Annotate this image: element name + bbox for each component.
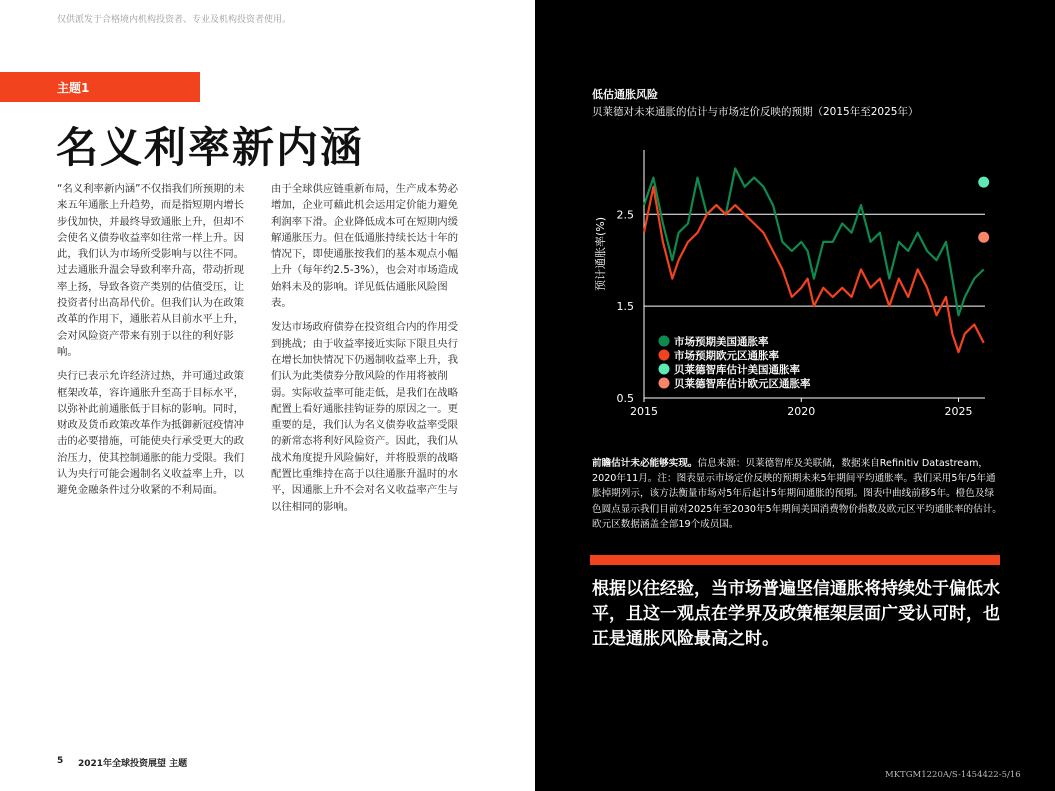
legend-swatch: [659, 364, 670, 375]
legend-label: 市场预期美国通胀率: [674, 336, 769, 348]
source-note-bold: 前瞻估计未必能够实现。: [592, 458, 698, 469]
chart-title: 低估通胀风险: [592, 88, 658, 101]
y-tick-label: 1.5: [616, 300, 634, 314]
legend-label: 贝莱德智库估计美国通胀率: [674, 364, 800, 376]
inflation-chart: [590, 130, 1000, 430]
body-column-1: [57, 181, 251, 507]
x-tick-label: 2025: [944, 405, 973, 418]
paragraph: 由于全球供应链重新布局，生产成本势必增加，企业可藉此机会运用定价能力避免利润率下滑。企业降低成本可在短期内缓解通胀压力。但在低通胀持续长达十年的情况下，即使通胀按我们的基本观点小幅上升（每年约2.5-3%），也会对市场造成始料未及的影响。详见低估通胀风险图表。: [271, 183, 459, 310]
page-number: 5: [57, 756, 64, 766]
paragraph: 央行已表示允许经济过热，并可通过政策框架改革，容许通胀升至高于目标水平，以弥补此前通胀低于目标的影响。同时，财政及货币政策改革作为抵御新冠疫情冲击的必要措施，可能使央行承受更大的政治压力，使其控制通胀的能力受限。我们认为央行可能会遏制名义收益率上升，以避免金融条件过分收紧的不利局面。: [57, 370, 245, 497]
paragraph: 发达市场政府债券在投资组合内的作用受到挑战；由于收益率接近实际下限且央行在增长加快情况下仍遏制收益率上升，我们认为此类债券分散风险的作用将被削弱。实际收益率可能走低，是我们在战略配置上看好通胀挂钩证券的原因之一。更重要的是，我们认为名义债券收益率受限的新常态将利好风险资产。因此，我们从战术角度提升风险偏好，并将股票的战略配置比重维持在高于以往通胀升温时的水平，因通胀上升不会对名义收益率产生与以往相同的影响。: [271, 321, 459, 513]
footer-text: 2021年全球投资展望 主题: [78, 759, 188, 769]
legend-swatch: [659, 378, 670, 389]
x-tick-label: 2015: [630, 405, 658, 418]
legend-swatch: [659, 350, 670, 361]
theme-label: 主题1: [57, 81, 90, 95]
series-line-us: [644, 168, 984, 315]
document-code: MKTGM1220A/S-1454422-5/16: [885, 770, 1021, 780]
source-note: [592, 456, 1002, 532]
source-note-text: 信息来源：贝莱德智库及美联储，数据来自Refinitiv Datastream，2020年11月。注：图表显示市场定价反映的预期未来5年期间平均通胀率。我们采用5年/5年通胀掉期列示，该方法衡量市场对5年后起计5年期间通胀的预期。图表中曲线前移5年。橙色及绿色圆点显示我们目前对2025年至2030年5年期间美国消费物价指数及欧元区平均通胀率的估计。欧元区数据涵盖全部19个成员国。: [592, 458, 1002, 530]
x-tick-label: 2020: [787, 405, 816, 418]
series-line-euro: [644, 187, 984, 352]
body-column-2: [271, 181, 465, 523]
legend-label: 市场预期欧元区通胀率: [674, 350, 779, 362]
chart-subtitle: 贝莱德对未来通胀的估计与市场定价反映的预期（2015年至2025年）: [592, 106, 919, 118]
page-title: 名义利率新内涵: [56, 123, 365, 172]
y-axis-label: 预计通胀率(%): [594, 216, 607, 292]
paragraph: “名义利率新内涵”不仅指我们所预期的未来五年通胀上升趋势，而是指短期内增长步伐加快，并最终导致通胀上升，但却不会使名义债券收益率如往常一样上升。因此，我们认为市场所受影响与以往不同。过去通胀升温会导致利率升高，带动折现率上扬，导致各资产类别的估值受压，让投资者付出高昂代价。但我们认为在政策改革的作用下，通胀若从目前水平上升，会对风险资产带来有别于以往的利好影响。: [57, 183, 245, 358]
pull-quote: 根据以往经验，当市场普遍坚信通胀将持续处于偏低水平，且这一观点在学界及政策框架层面广受认可时，也正是通胀风险最高之时。: [592, 579, 1000, 649]
estimate-marker-us: [978, 177, 989, 188]
y-tick-label: 2.5: [616, 208, 634, 222]
theme-bar: [0, 72, 200, 102]
legend-label: 贝莱德智库估计欧元区通胀率: [674, 378, 811, 390]
legend-swatch: [659, 336, 670, 347]
disclaimer: 仅供派发于合格境内机构投资者、专业及机构投资者使用。: [57, 15, 292, 25]
estimate-marker-euro: [978, 232, 989, 243]
quote-bar: [590, 555, 1000, 565]
y-tick-label: 0.5: [616, 392, 634, 405]
